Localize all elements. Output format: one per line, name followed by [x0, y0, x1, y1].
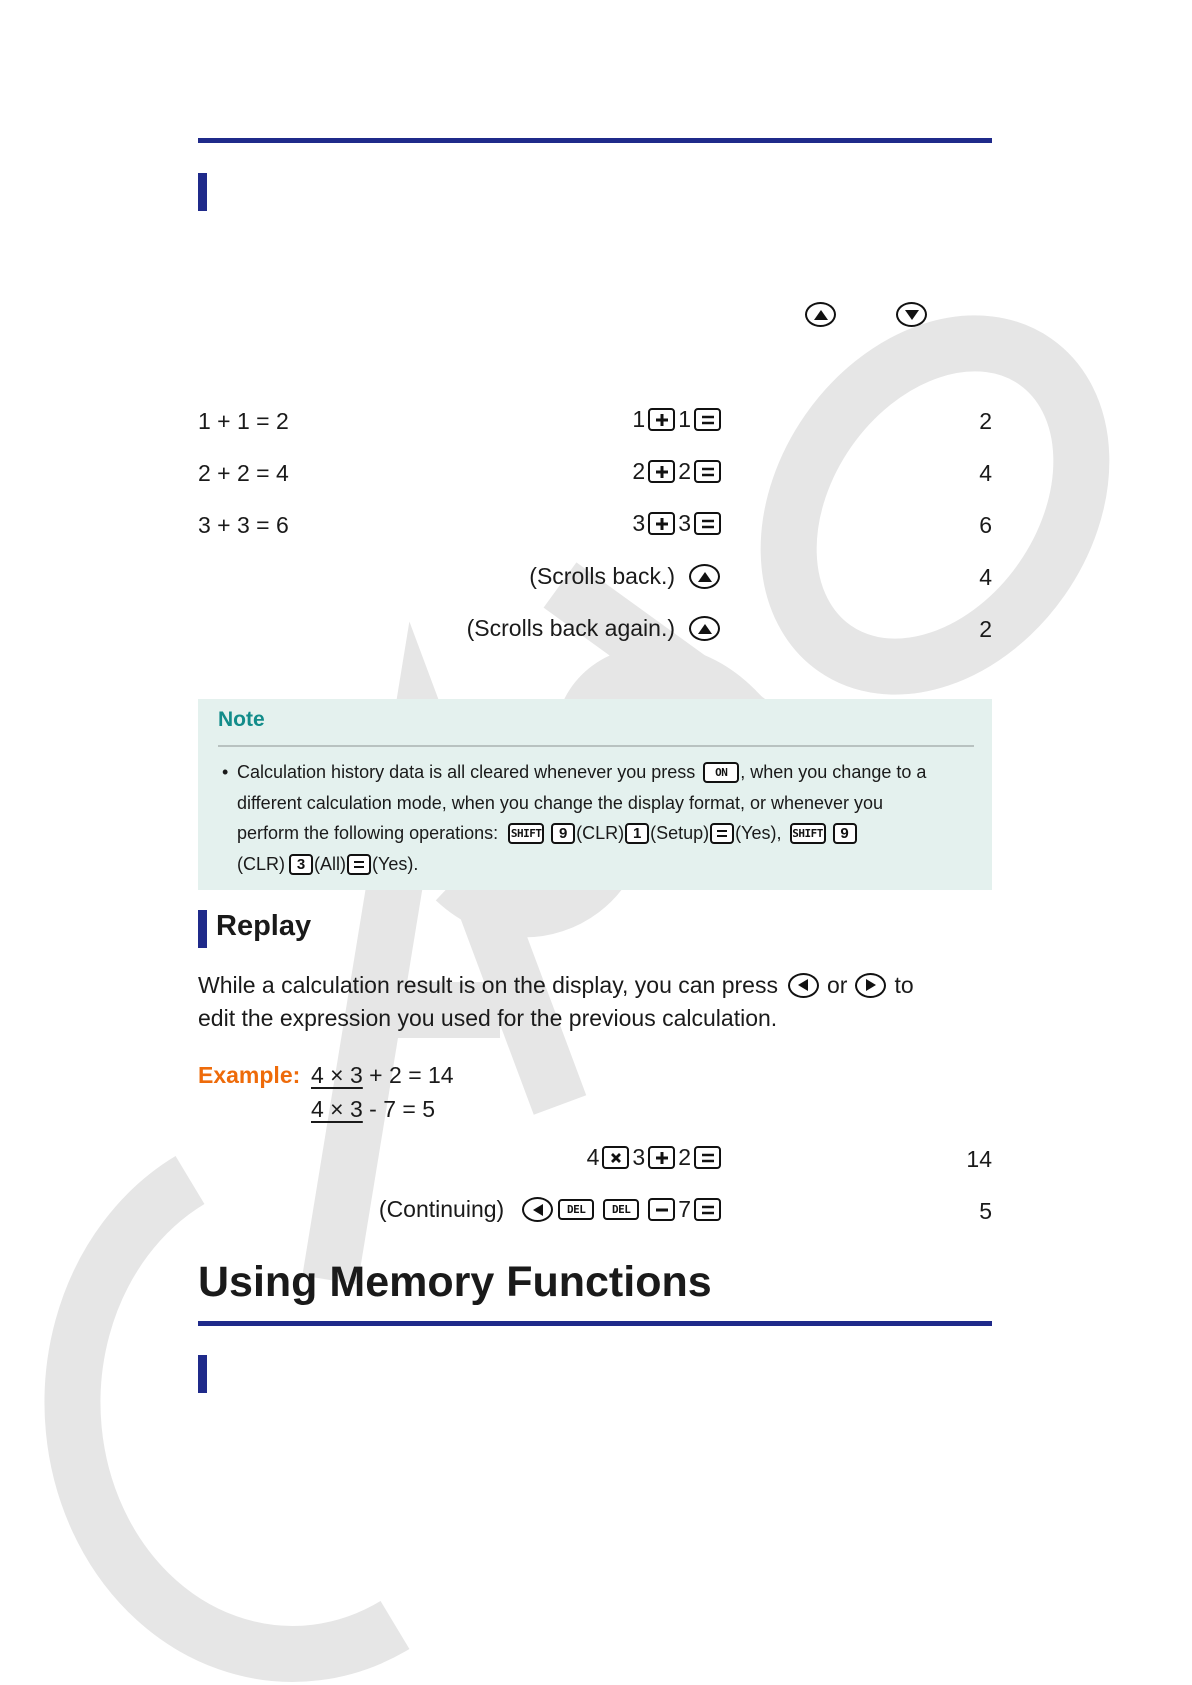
replay-para-line-1 [198, 971, 914, 999]
note-line-4 [237, 853, 418, 875]
right-arrow-icon [855, 973, 886, 998]
history-scroll-1 [529, 563, 722, 590]
continuing-label: (Continuing) [378, 1196, 505, 1222]
nine-key-icon: 9 [833, 823, 857, 844]
digit: 3 [632, 1144, 646, 1170]
example-line-1 [311, 1061, 454, 1089]
top-rule [198, 138, 992, 143]
digit: 7 [678, 1196, 691, 1222]
note-text: (CLR) [576, 823, 625, 843]
example-rest: - 7 = 5 [362, 1096, 436, 1122]
history-keys-2 [632, 458, 722, 485]
note-line-2: different calculation mode, when you change the display format, or whenever you [237, 793, 884, 813]
history-expr-2: 2 + 2 = 4 [198, 460, 289, 486]
replay-result-1: 14 [966, 1146, 992, 1172]
section-bar-replay [198, 910, 207, 948]
plus-key-icon [648, 408, 675, 431]
history-expr-3: 3 + 3 = 6 [198, 512, 289, 538]
plus-key-icon [648, 512, 675, 535]
note-line-1 [237, 761, 926, 783]
replay-text: While a calculation result is on the display, you can press [198, 972, 778, 998]
history-result-5: 2 [979, 616, 992, 642]
equals-key-icon [694, 1198, 721, 1221]
note-text: (Yes). [372, 854, 419, 874]
history-keys-1 [632, 406, 722, 433]
example-underlined: 4 × 3 [311, 1062, 363, 1088]
memory-heading: Using Memory Functions [198, 1258, 712, 1306]
replay-keys-2 [379, 1196, 722, 1223]
history-result-2: 4 [979, 460, 992, 486]
digit: 3 [632, 510, 646, 536]
scroll-label: (Scrolls back.) [529, 563, 675, 589]
digit: 3 [678, 510, 691, 536]
digit: 2 [678, 458, 691, 484]
scroll-label: (Scrolls back again.) [466, 615, 675, 641]
note-text: (CLR) [237, 854, 285, 874]
equals-key-icon [694, 408, 721, 431]
del-key-icon: DEL [558, 1199, 594, 1220]
replay-keys-1 [587, 1144, 722, 1171]
up-arrow-icon [689, 564, 720, 589]
history-keys-3 [632, 510, 722, 537]
equals-key-icon [347, 854, 371, 875]
equals-key-icon [694, 512, 721, 535]
memory-rule [198, 1321, 992, 1326]
equals-key-icon [694, 460, 721, 483]
equals-key-icon [710, 823, 734, 844]
plus-key-icon [648, 460, 675, 483]
note-bullet: • [222, 762, 229, 782]
left-arrow-icon [522, 1197, 553, 1222]
example-underlined: 4 × 3 [311, 1096, 363, 1122]
up-arrow-icon [805, 302, 836, 327]
replay-result-2: 5 [979, 1198, 992, 1224]
digit: 2 [632, 458, 646, 484]
replay-heading: Replay [216, 910, 312, 942]
three-key-icon: 3 [289, 854, 313, 875]
down-arrow-icon [896, 302, 927, 327]
history-result-4: 4 [979, 564, 992, 590]
times-key-icon [602, 1146, 629, 1169]
up-arrow-icon [689, 616, 720, 641]
replay-text: or [826, 972, 848, 998]
digit: 1 [632, 406, 646, 432]
minus-key-icon [648, 1198, 675, 1221]
note-text: perform the following operations: [237, 823, 499, 843]
section-bar-top [198, 173, 207, 211]
on-key-icon: ON [703, 762, 739, 783]
history-scroll-2 [467, 615, 722, 642]
note-text: Calculation history data is all cleared whenever you press [237, 762, 696, 782]
digit: 2 [678, 1144, 691, 1170]
plus-key-icon [648, 1146, 675, 1169]
shift-key-icon: SHIFT [790, 823, 826, 844]
history-result-3: 6 [979, 512, 992, 538]
one-key-icon: 1 [625, 823, 649, 844]
equals-key-icon [694, 1146, 721, 1169]
note-title: Note [218, 708, 265, 731]
note-text: (All) [314, 854, 346, 874]
history-result-1: 2 [979, 408, 992, 434]
del-key-icon: DEL [603, 1199, 639, 1220]
example-label [198, 1061, 300, 1089]
note-text: (Setup) [650, 823, 710, 843]
shift-key-icon: SHIFT [508, 823, 544, 844]
note-line-3 [237, 822, 858, 844]
history-expr-1: 1 + 1 = 2 [198, 408, 289, 434]
digit: 1 [678, 406, 691, 432]
note-text: (Yes), [735, 823, 782, 843]
digit: 4 [586, 1144, 600, 1170]
example-label-text: Example: [198, 1062, 301, 1088]
example-line-2 [311, 1095, 435, 1123]
nine-key-icon: 9 [551, 823, 575, 844]
replay-para-line-2: edit the expression you used for the previous calculation. [198, 1005, 778, 1031]
replay-text: to [894, 972, 914, 998]
left-arrow-icon [788, 973, 819, 998]
note-divider [218, 745, 974, 747]
note-text: , when you change to a [740, 762, 927, 782]
section-bar-memory [198, 1355, 207, 1393]
example-rest: + 2 = 14 [362, 1062, 454, 1088]
